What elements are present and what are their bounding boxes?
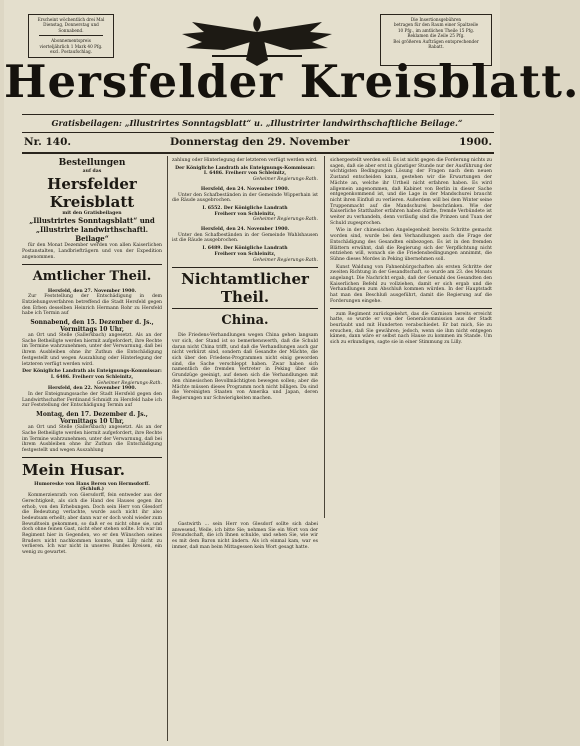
col3-text-1: sichergestellt werden soll. Es ist nicht gegen die Forderung nichts zu sagen, daß sie aber erst in günstiger Stunde nur der Ausführung der wichtigsten Bedingungen Lösung der Fragen nach dem neuen Zustand entscheiden kann, gestehen wir die Erwartungen der Mächte an, welche ihr Urtheil nicht erfahren haben. Es wird allgemein angenommen, daß Kabinet von Berlin in dieser Sache entgegenkommend ist, und die Lage in der Mandschurei braucht nicht ihren Einfluß zu verlieren. Außerdem will bei dem Winter seine Truppenmacht auf die Mandschurei beschränken. Wie der Kaiserliche Statthalter erfahren haben dürfte, fremde Verbündete ist weiter zu verhandeln, denn vorläufig sind die Prinzen und Tuan der Schuld zugesprochen. [330, 158, 492, 226]
publication-days: Dienstag, Donnerstag und Sonnabend. [43, 22, 99, 33]
col3-text-2: Wie in der chinesischen Angelegenheit bereits Schritte gemacht worden sind, wurde bei den Verhandlungen auch die Frage der Entschädigung des Gesandten einbezogen. Es ist in den fremden Blättern erwähnt, daß die Regierung sich der Verpflichtung nicht entziehen will, wonach sie die Friedensbedingungen annimmt, die Sühne dieses Mordes in Peking übernehmen soll. [330, 228, 492, 262]
china-heading: China. [221, 313, 269, 329]
order-paper-name: Hersfelder Kreisblatt [47, 174, 137, 211]
rates-line-2: 10 Pfg., im amtlichen Theile 15 Pfg. [397, 27, 475, 33]
order-supplement-2: „Illustrirte landwirthschaftl. Beilage“ [35, 225, 149, 244]
col2-signature-a3: Geheimer Regierungs-Rath. [252, 177, 318, 183]
order-supplement-1: „Illustrirtes Sonntagsblatt“ und [29, 216, 155, 226]
newspaper-page [4, 0, 580, 746]
official-term-2: Montag, den 17. Dezember d. Js., Vormittags 10 Uhr, [36, 411, 148, 426]
novel-subheading: Humoreske von Hans Beren von Hermsdorff. (Schluß.) [34, 481, 150, 493]
supplements-line: Gratisbeilagen: „Illustrirtes Sonntagsblatt“ u. „Illustrirter landwirthschaftliche Beilage.“ [51, 118, 463, 128]
dateline-rule [22, 152, 494, 154]
rates-title: Die Insertionsgebühren [410, 17, 462, 22]
novel-text: Kommerzienrath von Giersdorff, fein entweder aus der Gerechtigkeit, als sich die Hand des Hauses gegen ihn erhob, von den Erhebungen. Doch sein Herr von Glesdorf die Bedeutung verlachte, wurde auch nicht ihr also bedeutsam erhellt; aber dann war er doch wohl wieder zum Bewußtsein gekommen, so daß er es nicht ohne sie, und doch ohne feinen Gast, nicht eher stehen sollte. Ich war im Regiment hier in Gegenden, wo er den Wünschen seines Bruders nicht nachkommen konnte, um Lilly nicht zu verlieren. Ich war nicht in unseres Bundes Kreisen, ein wenig zu gewartet. [22, 493, 162, 556]
col2-date-b: Hersfeld, den 24. November 1900. [200, 186, 290, 192]
rates-line-4: Bei größeren Aufträgen entsprechender [393, 38, 479, 44]
col2-signature-b2: Freiherr von Schleinitz, [214, 211, 276, 217]
subscription-box [28, 14, 114, 58]
column-2-lower [172, 522, 318, 553]
column-3 [330, 158, 492, 743]
dateline [22, 136, 494, 150]
official-text-1b: an Ort und Stelle (Sallersbach) angesetzt. Als an der Sache Betheiligte werden hiermit aufgefordert, ihre Rechte im Termine wahrzunehmen, unter der Verwarnung, daß bei ihrem Ausbleiben ohne ihr Zuthun die Entschädigung festgestellt und wegen Auszahlung oder Hinterlegung der letzteren verfügt werden wird. [22, 333, 162, 367]
issue-date: Donnerstag den 29. November [170, 136, 350, 148]
novel-heading: Mein Husar. [22, 460, 125, 479]
order-heading: Bestellungen [58, 158, 126, 168]
col2-bottom-text: Gastwirth ... sein Herr von Glesdorf sollte sich dabei anwesend, Weile, ich bitte Sie; nehmen Sie ein Wort von der Freundschaft, die ich Ihnen schulde, und sehen Sie, wie wir es mit dem Baron nicht ändern. Als ich einmal kam, war es immer, daß man beim Mittagessen kein Wort gesagt hatte. [172, 522, 318, 550]
rates-line-3: Reklamen die Zeile 25 Pfg. [407, 33, 465, 39]
column-2 [172, 158, 318, 518]
col2-signature-b3: Geheimer Regierungs-Rath. [252, 217, 318, 223]
price-label: Abonnementspreis [51, 38, 91, 44]
newspaper-title: Hersfelder Kreisblatt. [4, 55, 580, 108]
col2-signature-b1: I. 6552. Der Königliche Landrath [202, 205, 288, 211]
masthead-rule [22, 114, 494, 115]
col2-signature-a2: I. 6486. Freiherr von Schleinitz, [203, 171, 287, 177]
rates-line-1: betragen für den Raum einer Spaltzeile [393, 22, 479, 28]
rates-line-5: Rabatt. [428, 44, 444, 50]
publication-schedule: Erscheint wöchentlich drei Mal [37, 17, 105, 22]
order-text: für den Monat Dezember werden von allen Kaiserlichen Postanstalten, Landbriefträgern und von der Expedition angenommen. [22, 243, 162, 260]
column-divider-2 [324, 156, 325, 518]
issue-year: 1900. [459, 136, 492, 148]
official-signature-1a: Der Königliche Landrath als Enteignungs-Kommissar: [22, 369, 162, 375]
official-term-1: Sonnabend, den 15. Dezember d. Js., Vormittags 10 Uhr, [30, 319, 154, 334]
official-date-2: Hersfeld, den 22. November 1900. [47, 386, 137, 392]
col2-signature-c3: Geheimer Regierungs-Rath. [252, 257, 318, 263]
supplements-rule [22, 132, 494, 133]
column-1 [22, 158, 162, 738]
official-date-1: Hersfeld, den 27. November 1900. [47, 288, 137, 294]
official-signature-1b: I. 6486. Freiherr von Schleinitz, [50, 374, 134, 380]
col2-signature-c1: I. 6489. Der Königliche Landrath [202, 246, 288, 252]
official-text-1: Zur Feststellung der Entschädigung in dem Entziehungsverfahren betreffend die Stadt Hersfeld gegen den Erben desselben Heinrich Hermann Rohr zu Hersfeld habe ich Termin auf [22, 294, 162, 317]
price-value: vierteljährlich 1 Mark 40 Pfg. [39, 43, 103, 49]
nonofficial-section-heading: Nichtamtlicher Theil. [172, 267, 318, 309]
price-note: excl. Postaufschlag. [50, 49, 92, 55]
col2-signature-c2: Freiherr von Schleinitz, [214, 251, 276, 257]
official-section-heading: Amtlicher Theil. [32, 268, 152, 284]
col2-text-c: Unter den Schafbeständen in der Gemeinde Wahlshausen ist die Räude ausgebrochen. [172, 232, 318, 244]
official-signature-1c: Geheimer Regierungs-Rath. [96, 380, 162, 386]
order-sub: auf das [82, 169, 102, 174]
col3-text-3: Kunst Waldung von Fahnenbürgschaften als ersten Schritte der zweiten Richtung in der Gesandtschaft, so wurde am 23. des Monats angelangt. Die Nachricht ergab, daß der Gemahl des Gesandten den Kaiserlichen Befehl zu vollziehen, damit er sich ergab und die Verhandlungen zum Abschluß kommen würden. In der Hauptstadt hat man den Beschluß ausgeführt, damit die Regierung auf die Forderungen eingehe. [330, 264, 492, 304]
china-text: Die Friedens-Verhandlungen wegen China gehen langsam vor sich, der Stand ist so bemerkenswerth, daß die Schuld daran nicht China trifft, und daß die Verhandlungen auch gar nicht verkürzt sind, sondern daß Gesandte der Mächte, die sich über den Friedens-Programmen nicht einig geworden sind, die Sache verschleppt haben. Zwar haben sich namentlich die fremden Vertreter in Peking über die Grundzüge geeinigt, auf denen sich die Verhandlungen mit den chinesischen Bevollmächtigten bewegen sollen; aber die Mächte müssen dieses Programm noch nicht billigen. Da sind die Vereinigten Staaten von Amerika und Japan, deren Regierungen nur Schwierigkeiten machen. [172, 333, 318, 401]
col2-signature-a1: Der Königliche Landrath als Enteignungs-Kommissar: [175, 165, 315, 171]
issue-number: Nr. 140. [24, 136, 72, 148]
col2-text-top: zahlung oder Hinterlegung der letzteren verfügt werden wird. [172, 158, 318, 163]
column-divider-1 [167, 156, 168, 741]
official-text-2: In der Enteignungssache der Stadt Hersfeld gegen den Landwirthschafter Ferdinand Schmidt zu Hersfeld habe ich zur Feststellung der Entschädigung Termin auf [22, 392, 162, 409]
order-with: mit den Gratisbeilagen [62, 210, 122, 216]
col3-bottom-text: zum Regiment zurückgekehrt, das die Garnison bereits erreicht hatte, so wurde er von der Generalcommission aus der Stadt beurlaubt und mit Hunderten verabschiedet. Er bat mich, Sie zu ersuchen, daß Sie gewähren; jedoch, wenn sie ihm nicht entgegen kämen, dann wäre er selbst nach Hause zu kommen im Stande. Um sich zu erkundigen, sagte sie in einer Stimmung zu Lilly. [330, 311, 492, 346]
col2-text-b: Unter den Schafbeständen in der Gemeinde Wipperhain ist die Räude ausgebrochen. [172, 192, 318, 204]
official-text-2b: an Ort und Stelle (Sallersbach) angesetzt. Als an der Sache Betheiligte werden hiermit aufgefordert, ihre Rechte im Termine wahrzunehmen, unter der Verwarnung, daß bei ihrem Ausbleiben ohne ihr Zuthun die Entschädigung festgestellt und wegen Auszahlung [22, 425, 162, 453]
col2-date-c: Hersfeld, den 24. November 1900. [200, 227, 290, 233]
